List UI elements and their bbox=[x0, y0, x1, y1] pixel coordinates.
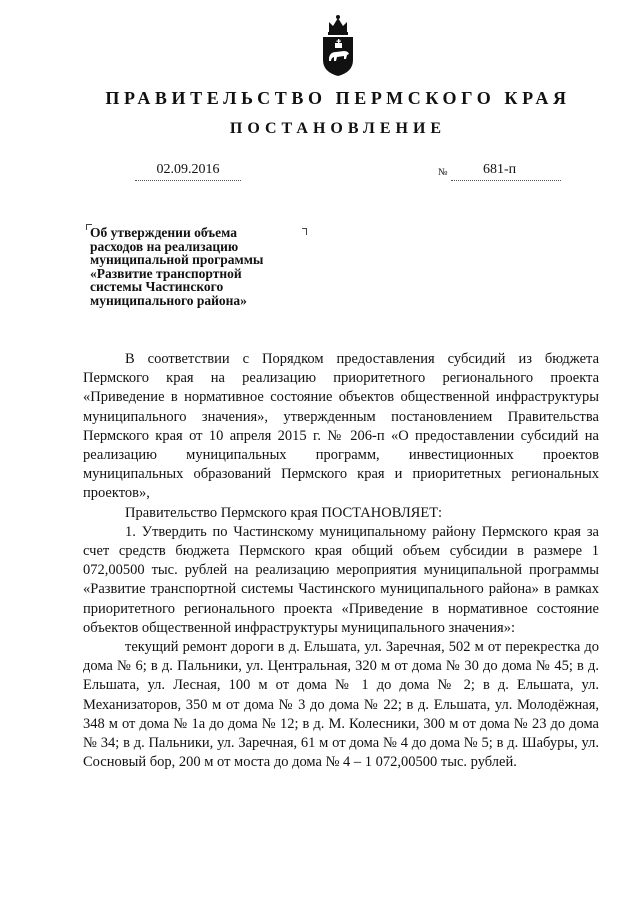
number-label: № bbox=[438, 167, 448, 178]
document-date: 02.09.2016 bbox=[135, 161, 241, 181]
coat-of-arms-icon bbox=[318, 14, 358, 78]
government-title: ПРАВИТЕЛЬСТВО ПЕРМСКОГО КРАЯ bbox=[105, 88, 571, 108]
item-1-paragraph: 1. Утвердить по Частинскому муниципальному району Пермского края за счет средств бюджета Пермского края общий объем субсидии в размере 1 072,00500 тыс. рублей на реализацию мероприятия муниципальной программы «Развитие транспортной системы Частинского муниципального района» в рамках приоритетного регионального проекта «Приведение в нормативное состояние объектов общественной инфраструктуры муниципального значения»: bbox=[83, 523, 599, 636]
preamble-paragraph: В соответствии с Порядком предоставления субсидий из бюджета Пермского края на реализацию приоритетного регионального проекта «Приведение в нормативное состояние объектов общественной инфраструктуры муниципального значения», утвержденным постановлением Правительства Пермского края от 10 апреля 2015 г. № 206-п «О предоставлении субсидий на реализацию муниципальных программ, инвестиционных проектов муниципальных образований Пермского края и приоритетных региональных проектов», bbox=[83, 351, 599, 502]
item-1-detail-paragraph: текущий ремонт дороги в д. Ельшата, ул. Заречная, 502 м от перекрестка до дома № 6; в д. Пальники, ул. Центральная, 320 м от дома № 30 до дома № 45; в д. Ельшата, ул. Лесная, 100 м от дома № 1 до дома № 2; в д. Ельшата, ул. Механизаторов, 350 м от дома № 3 до дома № 22; в д. Ельшата, ул. Молодёжная, 348 м от дома № 1а до дома № 12; в д. М. Колесники, 300 м от дома № 23 до дома № 34; в д. Пальники, ул. Заречная, 61 м от дома № 4 до дома № 5; в д. Шабуры, ул. Сосновый бор, 200 м от моста до дома № 4 – 1 072,00500 тыс. рублей. bbox=[83, 639, 599, 771]
document-number: 681-п bbox=[483, 162, 517, 177]
document-subject: Об утверждении объема расходов на реализацию муниципальной программы «Развитие транспортной системы Частинского муниципального района» bbox=[90, 225, 264, 308]
resolve-paragraph: Правительство Пермского края ПОСТАНОВЛЯЕТ: bbox=[125, 504, 443, 521]
document-body bbox=[83, 350, 599, 772]
document-type: ПОСТАНОВЛЕНИЕ bbox=[229, 120, 447, 137]
document-number-field bbox=[451, 161, 561, 181]
